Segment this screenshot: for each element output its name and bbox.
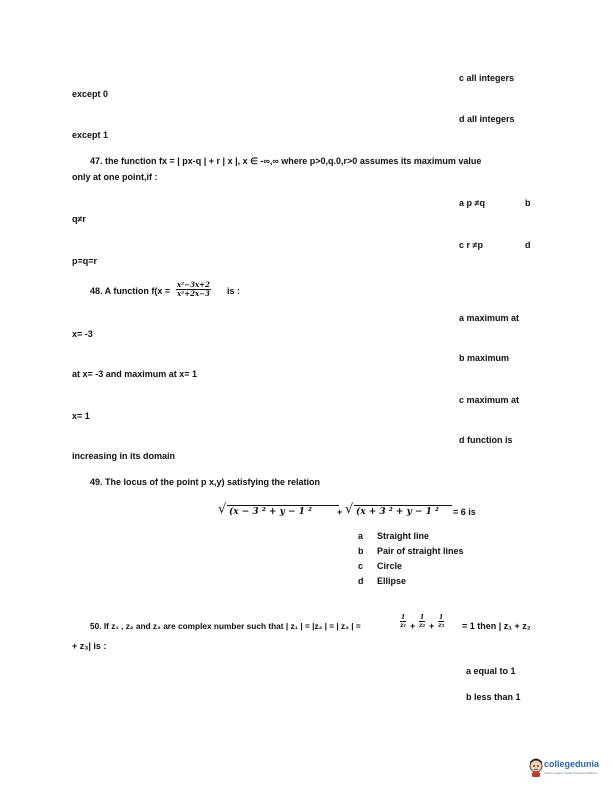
logo-brand: collegedunia [544,759,600,769]
q49-option-b-letter: b [358,546,364,556]
collegedunia-logo[interactable] [528,757,608,783]
q49-option-a-letter: a [358,531,364,541]
q49-equation-rhs: = 6 is [453,507,476,517]
q46-option-c: c all integers [459,73,515,83]
q50-fraction-1-num: 1 [401,614,406,621]
q48-question-suffix: is : [227,286,241,296]
q49-option-d-letter: d [358,576,364,586]
q48-option-a: a maximum at [459,313,520,323]
q48-question-prefix: 48. A function f(x = [90,286,171,296]
q47-option-d-cont: p=q=r [72,256,98,266]
q49-question: 49. The locus of the point p x,y) satisfying the relation [90,477,321,487]
q49-equation-term2: (x + 3 ² + y − 1 ² [356,507,439,517]
logo-tagline: India's Largest Student Review Platform [544,771,598,775]
q50-fraction-2-den: z₂ [419,622,426,629]
q50-fraction-3-den: z₃ [438,622,445,629]
q49-option-c-letter: c [358,561,364,571]
q48-option-b: b maximum [459,353,510,363]
q50-plus-1: + [410,621,416,631]
mascot-icon [528,757,544,777]
q50-fraction-3 [438,614,444,629]
q46-option-d: d all integers [459,114,515,124]
q49-option-b: Pair of straight lines [377,546,464,556]
q50-plus-2: + [429,621,435,631]
q47-question: 47. the function fx = | px-q | + r | x |, x ∈ -∞,∞ where p>0,q.0,r>0 assumes its maximum value [90,156,482,166]
q48-fraction [176,281,211,298]
q50-question-cont: + z₃| is : [72,641,107,651]
q48-option-b-cont: at x= -3 and maximum at x= 1 [72,369,198,379]
q46-option-d-cont: except 1 [72,130,109,140]
q47-question-cont: only at one point,if : [72,172,158,182]
q50-fraction-3-num: 1 [439,614,444,621]
q47-option-d-letter: d [525,240,531,250]
q49-option-a: Straight line [377,531,430,541]
q50-question-suffix: = 1 then | z₁ + z₂ [462,621,531,631]
q50-fraction-2 [419,614,425,629]
q48-option-d-cont: increasing in its domain [72,451,176,461]
q50-fraction-1 [400,614,406,629]
q50-option-a: a equal to 1 [466,666,516,676]
q47-option-a: a p ≠q [459,198,485,208]
q47-option-b-letter: b [525,198,531,208]
q49-equation-term1: (x − 3 ² + y − 1 ² [229,507,312,517]
q48-fraction-denominator: x²+2x−3 [177,289,210,298]
q48-option-c-cont: x= 1 [72,411,90,421]
q48-option-d: d function is [459,435,513,445]
sqrt-icon: √ [345,502,354,517]
q50-question-prefix: 50. If z₁ , z₂ and z₃ are complex number such that | z₁ | = |z₂ | = | z₃ | = [90,621,361,631]
q48-fraction-numerator: x²−3x+2 [177,280,210,289]
q47-option-c: c r ≠p [459,240,483,250]
q48-option-c: c maximum at [459,395,520,405]
q46-option-c-cont: except 0 [72,89,109,99]
sqrt-icon: √ [218,502,227,517]
q49-equation-plus: + [337,507,343,517]
q47-option-a-cont: q≠r [72,214,86,224]
q48-option-a-cont: x= -3 [72,329,93,339]
q50-fraction-2-num: 1 [420,614,425,621]
q50-option-b: b less than 1 [466,692,521,702]
q49-option-d: Ellipse [377,576,407,586]
q50-fraction-1-den: z₁ [400,622,407,629]
q49-option-c: Circle [377,561,403,571]
